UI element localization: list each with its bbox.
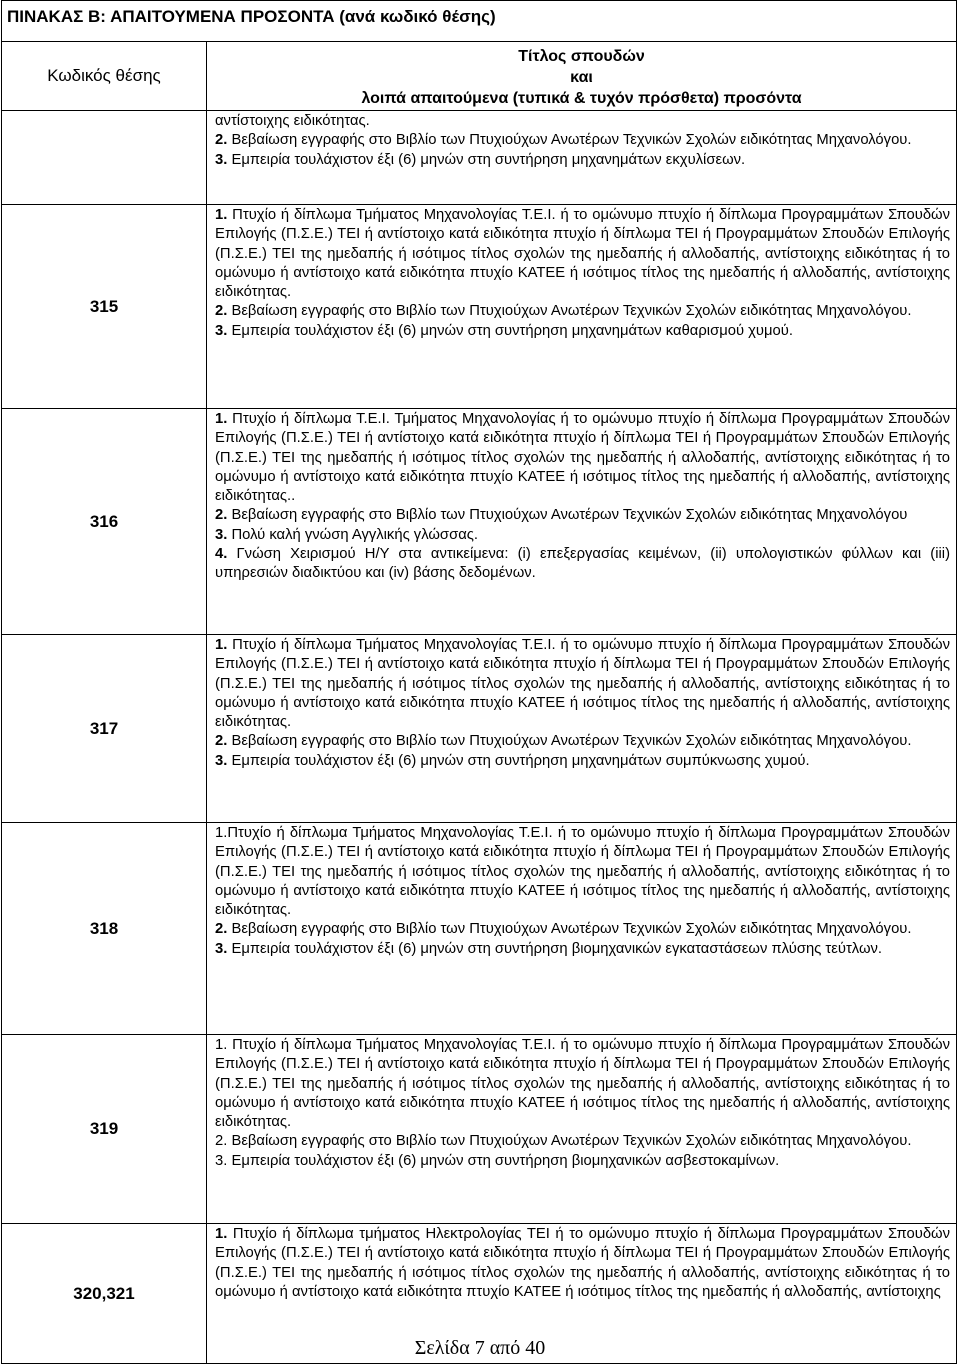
qualifications-cell	[207, 823, 957, 1035]
item-text: Πτυχίο ή δίπλωμα Τμήματος Μηχανολογίας Τ.Ε.Ι. ή το ομώνυμο πτυχίο ή δίπλωμα Προγραμμάτων Σπουδών Επιλογής (Π.Σ.Ε.) ΤΕΙ ή αντίστοιχο κατά ειδικότητα πτυχίο ή δίπλωμα ΤΕΙ ή Προγραμμάτων Σπουδών Επιλογής (Π.Σ.Ε.) ΤΕΙ της ημεδαπής ή ισότιμος τίτλος σχολών της ημεδαπής ή αλλοδαπής, αντίστοιχης ειδικότητας ή το ομώνυμο ή αντίστοιχο κατά ειδικότητα πτυχίο ΚΑΤΕΕ ή ισότιμος τίτλος της ημεδαπής ή αλλοδαπής, αντίστοιχης ειδικότητας.	[215, 207, 951, 301]
position-code	[2, 111, 207, 205]
qualification-item	[215, 636, 950, 732]
column-header-qualifications	[207, 42, 957, 111]
item-text: Γνώση Χειρισμού Η/Υ στα αντικείμενα: (i) επεξεργασίας κειμένων, (ii) υπολογιστικών φύλλων και (iii) υπηρεσιών διαδικτύου και (iv) βάσης δεδομένων.	[215, 546, 951, 582]
item-text: Εμπειρία τουλάχιστον έξι (6) μηνών στη συντήρηση μηχανημάτων εκχυλίσεων.	[227, 151, 746, 168]
qualification-item	[215, 151, 950, 170]
position-code: 316	[2, 409, 207, 635]
table-header-row	[2, 42, 957, 111]
item-text: Βεβαίωση εγγραφής στο Βιβλίο των Πτυχιούχων Ανωτέρων Τεχνικών Σχολών ειδικότητας Μηχανολόγου.	[227, 132, 912, 149]
item-number: 1.	[215, 1226, 228, 1242]
item-text: Πολύ καλή γνώση Αγγλικής γλώσσας.	[227, 526, 478, 543]
table-row	[2, 635, 957, 823]
qualification-item	[215, 506, 950, 525]
table-title: ΠΙΝΑΚΑΣ Β: ΑΠΑΙΤΟΥΜΕΝΑ ΠΡΟΣΟΝΤΑ (ανά κωδικό θέσης)	[2, 1, 957, 42]
item-text: 2. Βεβαίωση εγγραφής στο Βιβλίο των Πτυχιούχων Ανωτέρων Τεχνικών Σχολών ειδικότητας Μηχανολόγου.	[215, 1133, 912, 1150]
position-code: 317	[2, 635, 207, 823]
qualification-item	[215, 302, 950, 321]
item-text: Βεβαίωση εγγραφής στο Βιβλίο των Πτυχιούχων Ανωτέρων Τεχνικών Σχολών ειδικότητας Μηχανολόγου.	[227, 733, 912, 750]
table-row	[2, 1035, 957, 1224]
item-number: 2.	[215, 132, 228, 149]
qualification-item	[215, 1132, 950, 1151]
item-text: Εμπειρία τουλάχιστον έξι (6) μηνών στη συντήρηση μηχανημάτων καθαρισμού χυμού.	[227, 322, 793, 339]
item-text: 1.Πτυχίο ή δίπλωμα Τμήματος Μηχανολογίας Τ.Ε.Ι. ή το ομώνυμο πτυχίο ή δίπλωμα Προγραμμάτων Σπουδών Επιλογής (Π.Σ.Ε.) ΤΕΙ ή αντίστοιχο κατά ειδικότητα πτυχίο ή δίπλωμα ΤΕΙ ή Προγραμμάτων Σπουδών Επιλογής (Π.Σ.Ε.) ΤΕΙ της ημεδαπής ή ισότιμος τίτλος σχολών της ημεδαπής ή αλλοδαπής, αντίστοιχης ειδικότητας ή το ομώνυμο ή αντίστοιχο κατά ειδικότητα πτυχίο ΚΑΤΕΕ ή ισότιμος τίτλος της ημεδαπής ή αλλοδαπής, αντίστοιχης ειδικότητας.	[215, 825, 951, 919]
item-text: Βεβαίωση εγγραφής στο Βιβλίο των Πτυχιούχων Ανωτέρων Τεχνικών Σχολών ειδικότητας Μηχανολόγου	[227, 507, 908, 524]
item-text: Εμπειρία τουλάχιστον έξι (6) μηνών στη συντήρηση βιομηχανικών εγκαταστάσεων πλύσης τεύτλων.	[227, 940, 883, 957]
requirements-table	[1, 0, 957, 1364]
item-number: 1.	[215, 637, 228, 653]
table-row	[2, 111, 957, 205]
item-number: 3.	[215, 526, 228, 543]
item-text: Πτυχίο ή δίπλωμα Τμήματος Μηχανολογίας Τ.Ε.Ι. ή το ομώνυμο πτυχίο ή δίπλωμα Προγραμμάτων Σπουδών Επιλογής (Π.Σ.Ε.) ΤΕΙ ή αντίστοιχο κατά ειδικότητα πτυχίο ή δίπλωμα ΤΕΙ ή Προγραμμάτων Σπουδών Επιλογής (Π.Σ.Ε.) ΤΕΙ της ημεδαπής ή ισότιμος τίτλος σχολών της ημεδαπής ή αλλοδαπής, αντίστοιχης ειδικότητας ή το ομώνυμο ή αντίστοιχο κατά ειδικότητα πτυχίο ΚΑΤΕΕ ή ισότιμος τίτλος της ημεδαπής ή αλλοδαπής, αντίστοιχης ειδικότητας.	[215, 637, 951, 731]
qualifications-cell	[207, 409, 957, 635]
item-number: 2.	[215, 733, 228, 750]
qualifications-cell	[207, 205, 957, 409]
qualification-item	[215, 732, 950, 751]
qualifications-cell	[207, 635, 957, 823]
position-code: 320,321	[2, 1224, 207, 1364]
qualification-item	[215, 824, 950, 920]
item-number: 3.	[215, 752, 228, 769]
header-line: και	[570, 69, 593, 86]
qualification-item	[215, 1036, 950, 1132]
qualifications-cell	[207, 111, 957, 205]
table-title-row	[2, 1, 957, 42]
qualification-item	[215, 940, 950, 959]
item-number: 2.	[215, 303, 228, 320]
table-row	[2, 205, 957, 409]
item-text: 1. Πτυχίο ή δίπλωμα Τμήματος Μηχανολογίας Τ.Ε.Ι. ή το ομώνυμο πτυχίο ή δίπλωμα Προγραμμάτων Σπουδών Επιλογής (Π.Σ.Ε.) ΤΕΙ ή αντίστοιχο κατά ειδικότητα πτυχίο ή δίπλωμα ΤΕΙ ή Προγραμμάτων Σπουδών Επιλογής (Π.Σ.Ε.) ΤΕΙ της ημεδαπής ή ισότιμος τίτλος σχολών της ημεδαπής ή αλλοδαπής, αντίστοιχης ειδικότητας ή το ομώνυμο ή αντίστοιχο κατά ειδικότητα πτυχίο ΚΑΤΕΕ ή ισότιμος τίτλος της ημεδαπής ή αλλοδαπής, αντίστοιχης ειδικότητας.	[215, 1037, 951, 1131]
item-text: Πτυχίο ή δίπλωμα τμήματος Ηλεκτρολογίας ΤΕΙ ή το ομώνυμο πτυχίο ή δίπλωμα Προγραμμάτων Σπουδών Επιλογής (Π.Σ.Ε.) ΤΕΙ ή αντίστοιχο κατά ειδικότητα πτυχίο ή δίπλωμα ΤΕΙ ή Προγραμμάτων Σπουδών Επιλογής (Π.Σ.Ε.) ΤΕΙ της ημεδαπής ή ισότιμος τίτλος σχολών της ημεδαπής ή αλλοδαπής, αντίστοιχης ειδικότητας ή το ομώνυμο ή αντίστοιχο κατά ειδικότητα πτυχίο ΚΑΤΕΕ ή ισότιμος τίτλος της ημεδαπής ή αλλοδαπής, αντίστοιχης	[215, 1226, 951, 1300]
header-line: λοιπά απαιτούμενα (τυπικά & τυχόν πρόσθετα) προσόντα	[361, 90, 802, 107]
item-number: 2.	[215, 507, 228, 524]
item-number: 4.	[215, 546, 228, 563]
page-footer: Σελίδα 7 από 40	[414, 1337, 546, 1359]
qualification-item	[215, 752, 950, 771]
item-text: Βεβαίωση εγγραφής στο Βιβλίο των Πτυχιούχων Ανωτέρων Τεχνικών Σχολών ειδικότητας Μηχανολόγου.	[227, 921, 912, 938]
item-text: Βεβαίωση εγγραφής στο Βιβλίο των Πτυχιούχων Ανωτέρων Τεχνικών Σχολών ειδικότητας Μηχανολόγου.	[227, 303, 912, 320]
qualification-item	[215, 131, 950, 150]
position-code: 315	[2, 205, 207, 409]
item-number: 3.	[215, 940, 228, 957]
qualification-item	[215, 1152, 950, 1171]
qualification-item	[215, 545, 950, 584]
qualifications-cell	[207, 1035, 957, 1224]
header-line: Τίτλος σπουδών	[518, 48, 645, 65]
item-text: 3. Εμπειρία τουλάχιστον έξι (6) μηνών στη συντήρηση βιομηχανικών ασβεστοκαμίνων.	[215, 1152, 780, 1169]
qualification-item	[215, 1225, 950, 1302]
qualification-item	[215, 322, 950, 341]
column-header-code: Κωδικός θέσης	[2, 42, 207, 111]
item-number: 2.	[215, 921, 228, 938]
item-text: αντίστοιχης ειδικότητας.	[215, 113, 370, 129]
qualification-item	[215, 206, 950, 302]
table-row	[2, 823, 957, 1035]
position-code: 319	[2, 1035, 207, 1224]
qualification-item	[215, 112, 950, 131]
item-number: 3.	[215, 151, 228, 168]
qualification-item	[215, 410, 950, 506]
item-text: Εμπειρία τουλάχιστον έξι (6) μηνών στη συντήρηση μηχανημάτων συμπύκνωσης χυμού.	[227, 752, 810, 769]
item-number: 3.	[215, 322, 228, 339]
table-row	[2, 409, 957, 635]
position-code: 318	[2, 823, 207, 1035]
qualification-item	[215, 920, 950, 939]
item-number: 1.	[215, 207, 228, 223]
item-text: Πτυχίο ή δίπλωμα Τ.Ε.Ι. Τμήματος Μηχανολογίας ή το ομώνυμο πτυχίο ή δίπλωμα Προγραμμάτων Σπουδών Επιλογής (Π.Σ.Ε.) ΤΕΙ ή αντίστοιχο κατά ειδικότητα πτυχίο ή δίπλωμα ΤΕΙ ή Προγραμμάτων Σπουδών Επιλογής (Π.Σ.Ε.) ΤΕΙ της ημεδαπής ή ισότιμος τίτλος σχολών της ημεδαπής ή αλλοδαπής, αντίστοιχης ειδικότητας ή το ομώνυμο ή αντίστοιχο κατά ειδικότητα πτυχίο ΚΑΤΕΕ ή ισότιμος τίτλος της ημεδαπής ή αλλοδαπής, αντίστοιχης ειδικότητας..	[215, 411, 951, 505]
qualification-item	[215, 526, 950, 545]
item-number: 1.	[215, 411, 228, 427]
